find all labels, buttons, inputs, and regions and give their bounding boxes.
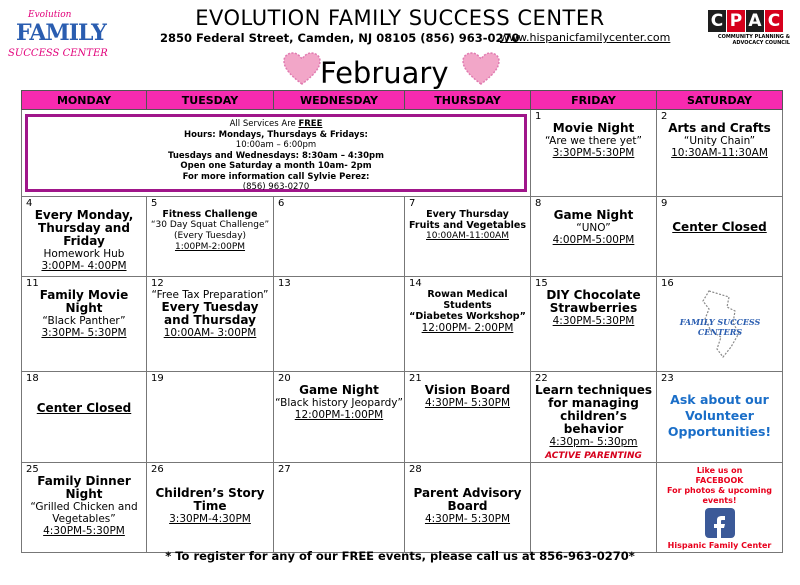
- day-cell-7: [405, 197, 531, 277]
- event-time: 4:30PM- 5:30PM: [424, 513, 511, 525]
- info-tue-wed: Tuesdays and Wednesdays: 8:30am – 4:30pm: [168, 150, 384, 161]
- week-row: [22, 372, 783, 463]
- day-number: 28: [409, 464, 422, 475]
- event-title: DIY Chocolate Strawberries: [546, 288, 641, 315]
- week-row: [22, 463, 783, 553]
- day-number: 16: [661, 278, 674, 289]
- info-cell: [22, 110, 531, 197]
- event-title: Vision Board: [424, 383, 511, 397]
- registration-footer: * To register for any of our FREE events, please call us at 856-963-0270*: [165, 549, 635, 563]
- event-title: Rowan Medical Students: [427, 289, 508, 311]
- center-closed-label: Center Closed: [36, 401, 132, 415]
- info-hours-time: 10:00am – 6:00pm: [235, 140, 317, 150]
- event-subtitle: “Grilled Chicken and Vegetables”: [30, 501, 138, 525]
- event-subtitle: Fruits and Vegetables: [409, 220, 526, 231]
- day-number: 14: [409, 278, 422, 289]
- event-time: 10:30AM-11:30AM: [671, 147, 768, 159]
- heart-icon-left: [283, 52, 321, 86]
- day-number: 7: [409, 198, 416, 209]
- day-number: 4: [26, 198, 33, 209]
- day-number: 22: [535, 373, 548, 384]
- day-number: 27: [278, 464, 291, 475]
- event-subtitle: Homework Hub: [43, 248, 125, 260]
- heart-icon-right: [462, 52, 500, 86]
- fb-like-us: Like us on: [696, 466, 743, 475]
- event-time: 12:00PM- 2:00PM: [421, 322, 514, 334]
- facebook-cell: [657, 463, 783, 553]
- weekday-header: WEDNESDAY: [274, 91, 405, 110]
- active-parenting-logo: ACTIVE PARENTING: [545, 451, 642, 461]
- month-title: February: [320, 56, 449, 90]
- event-title: Children’s Story Time: [155, 486, 265, 513]
- day-cell-25: [22, 463, 147, 553]
- day-number: 21: [409, 373, 422, 384]
- day-cell-26: [147, 463, 274, 553]
- event-title: Arts and Crafts: [668, 121, 771, 135]
- day-number: 23: [661, 373, 674, 384]
- event-time: 10:00AM-11:00AM: [426, 231, 509, 241]
- day-cell-4: [22, 197, 147, 277]
- weekday-header: SATURDAY: [657, 91, 783, 110]
- event-time: 3:30PM-5:30PM: [552, 147, 635, 159]
- event-title: Every Thursday: [426, 209, 509, 220]
- weekday-header: TUESDAY: [147, 91, 274, 110]
- day-number: 11: [26, 278, 39, 289]
- day-cell-16: [657, 277, 783, 372]
- week-row: [22, 277, 783, 372]
- event-note: (Every Tuesday): [173, 231, 247, 241]
- event-title: Fitness Challenge: [162, 209, 258, 220]
- logo-evolution-text: Evolution: [28, 10, 72, 20]
- day-number: 20: [278, 373, 291, 384]
- cpac-letter: A: [746, 10, 764, 32]
- weekday-header: MONDAY: [22, 91, 147, 110]
- event-time: 4:30PM-5:30PM: [552, 315, 635, 327]
- calendar-grid: [21, 90, 783, 553]
- event-title: Parent Advisory Board: [413, 486, 522, 513]
- event-time: 3:30PM- 5:30PM: [41, 327, 127, 339]
- event-subtitle: “Diabetes Workshop”: [409, 311, 526, 322]
- event-title: Every Monday, Thursday and Friday: [34, 208, 134, 248]
- day-cell-empty: [531, 463, 657, 553]
- day-cell-28: [405, 463, 531, 553]
- logo-family-text: FAMILY: [16, 20, 106, 46]
- day-cell-5: [147, 197, 274, 277]
- event-time: 4:30pm- 5:30pm: [549, 436, 638, 448]
- day-cell-9: [657, 197, 783, 277]
- weekday-header-row: [22, 91, 783, 110]
- event-title: Learn techniques for managing children’s behavior: [534, 383, 653, 436]
- weekday-header: THURSDAY: [405, 91, 531, 110]
- event-time: 4:30PM- 5:30PM: [424, 397, 511, 409]
- cpac-subtitle: COMMUNITY PLANNING & ADVOCACY COUNCIL: [717, 34, 790, 46]
- day-number: 13: [278, 278, 291, 289]
- day-number: 5: [151, 198, 158, 209]
- event-title: Family Movie Night: [39, 288, 129, 315]
- fb-facebook: FACEBOOK: [695, 476, 744, 485]
- day-number: 12: [151, 278, 164, 289]
- event-subtitle: “30 Day Squat Challenge”: [150, 220, 270, 230]
- event-title: Family Dinner Night: [37, 474, 131, 501]
- event-subtitle: “Free Tax Preparation”: [151, 289, 269, 301]
- day-cell-18: [22, 372, 147, 463]
- info-contact: For more information call Sylvie Perez:: [182, 171, 370, 182]
- info-hours: Hours: Mondays, Thursdays & Fridays:: [184, 129, 368, 140]
- family-success-logo: [6, 10, 116, 62]
- center-closed-label: Center Closed: [672, 220, 767, 234]
- event-time: 1:00PM-2:00PM: [174, 242, 246, 252]
- event-time: 12:00PM-1:00PM: [294, 409, 384, 421]
- event-time: 4:00PM-5:00PM: [552, 234, 635, 246]
- event-title: Movie Night: [552, 121, 635, 135]
- fb-photos: For photos & upcoming events!: [666, 486, 773, 505]
- day-cell-27: [274, 463, 405, 553]
- event-time: 3:00PM- 4:00PM: [41, 260, 127, 272]
- day-cell-12: [147, 277, 274, 372]
- event-time: 4:30PM-5:30PM: [43, 525, 125, 537]
- volunteer-callout: Ask about our Volunteer Opportunities!: [667, 392, 772, 439]
- logo-success-text: SUCCESS CENTER: [8, 48, 108, 59]
- week-row: [22, 110, 783, 197]
- day-cell-21: [405, 372, 531, 463]
- day-cell-8: [531, 197, 657, 277]
- info-phone: (856) 963-0270: [242, 182, 310, 192]
- facebook-icon[interactable]: [705, 508, 735, 538]
- event-subtitle: “Are we there yet”: [545, 135, 642, 147]
- fb-page-name: Hispanic Family Center: [667, 541, 772, 550]
- weekday-header: FRIDAY: [531, 91, 657, 110]
- day-cell-15: [531, 277, 657, 372]
- services-info-box: [25, 114, 527, 192]
- day-cell-20: [274, 372, 405, 463]
- event-title: Game Night: [299, 383, 379, 397]
- day-cell-1: [531, 110, 657, 197]
- address: 2850 Federal Street, Camden, NJ 08105 (856) 963-0270: [160, 31, 520, 45]
- day-number: 25: [26, 464, 39, 475]
- day-number: 15: [535, 278, 548, 289]
- day-number: 1: [535, 111, 542, 122]
- event-title: Game Night: [553, 208, 634, 222]
- cpac-logo: [708, 10, 790, 46]
- day-number: 18: [26, 373, 39, 384]
- day-cell-23: [657, 372, 783, 463]
- day-cell-11: [22, 277, 147, 372]
- event-time: 3:30PM-4:30PM: [169, 513, 251, 525]
- org-name: EVOLUTION FAMILY SUCCESS CENTER: [195, 6, 605, 30]
- day-number: 8: [535, 198, 542, 209]
- day-cell-22: [531, 372, 657, 463]
- cpac-letter: C: [708, 10, 726, 32]
- week-row: [22, 197, 783, 277]
- family-success-centers-logo: [657, 277, 782, 367]
- day-number: 2: [661, 111, 668, 122]
- event-title: Every Tuesday and Thursday: [161, 300, 259, 327]
- cpac-letter: C: [765, 10, 783, 32]
- cpac-letter: P: [727, 10, 745, 32]
- day-cell-13: [274, 277, 405, 372]
- day-cell-6: [274, 197, 405, 277]
- event-subtitle: “Unity Chain”: [683, 135, 756, 147]
- event-subtitle: “Black Panther”: [42, 315, 126, 327]
- day-number: 19: [151, 373, 164, 384]
- event-subtitle: “UNO”: [576, 222, 611, 234]
- info-saturday: Open one Saturday a month 10am- 2pm: [180, 161, 372, 171]
- info-free: All Services Are FREE: [229, 119, 323, 129]
- event-time: 10:00AM- 3:00PM: [163, 327, 257, 339]
- day-number: 26: [151, 464, 164, 475]
- day-number: 6: [278, 198, 285, 209]
- day-cell-2: [657, 110, 783, 197]
- day-cell-19: [147, 372, 274, 463]
- day-cell-14: [405, 277, 531, 372]
- website-link[interactable]: www.hispanicfamilycenter.com: [500, 31, 671, 44]
- event-subtitle: “Black history Jeopardy”: [275, 397, 403, 409]
- fsc-logo-text: FAMILY SUCCESS CENTERS: [679, 317, 761, 337]
- day-number: 9: [661, 198, 668, 209]
